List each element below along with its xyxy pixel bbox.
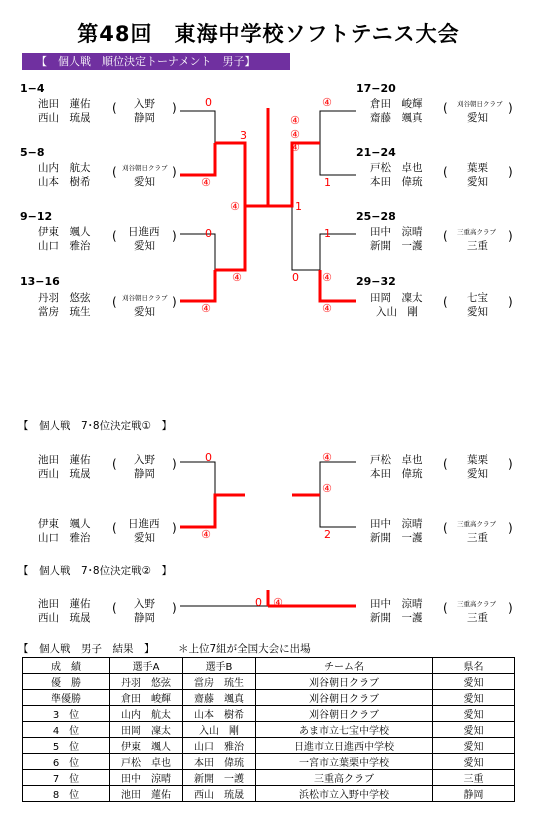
prefecture-cell: 愛知 bbox=[433, 674, 515, 690]
match-score: ④ bbox=[232, 271, 242, 284]
player-name: 倉田 峻輝 bbox=[370, 98, 423, 110]
school-name: 葉栗 bbox=[467, 162, 488, 174]
paren-open: ( bbox=[443, 521, 448, 535]
player-b-cell: 入山 剛 bbox=[183, 722, 256, 738]
match-score: ④ bbox=[322, 302, 332, 315]
paren-close: ) bbox=[508, 295, 513, 309]
prefecture: 三重 bbox=[467, 240, 488, 252]
group-label: 17−20 bbox=[356, 82, 396, 95]
player-name: 伊東 颯人 bbox=[38, 518, 91, 530]
paren-close: ) bbox=[172, 229, 177, 243]
school-name: 七宝 bbox=[467, 292, 488, 304]
table-row bbox=[23, 674, 515, 690]
prefecture: 静岡 bbox=[134, 612, 155, 624]
school-name: 入野 bbox=[134, 98, 155, 110]
player-b-cell: 西山 琉晟 bbox=[183, 786, 256, 802]
paren-open: ( bbox=[443, 457, 448, 471]
player-name: 田中 涼晴 bbox=[370, 598, 423, 610]
player-name: 西山 琉晟 bbox=[38, 112, 91, 124]
rank-cell: 3 位 bbox=[23, 706, 110, 722]
group-label: 29−32 bbox=[356, 275, 396, 288]
prefecture: 愛知 bbox=[134, 176, 155, 188]
rank-cell: 7 位 bbox=[23, 770, 110, 786]
match-score: 1 bbox=[295, 200, 302, 213]
prefecture-cell: 愛知 bbox=[433, 690, 515, 706]
paren-open: ( bbox=[112, 101, 117, 115]
school-name: 入野 bbox=[134, 454, 155, 466]
prefecture-cell: 愛知 bbox=[433, 754, 515, 770]
prefecture-cell: 愛知 bbox=[433, 722, 515, 738]
player-name: 伊東 颯人 bbox=[38, 226, 91, 238]
note: ＊上位7組が全国大会に出場 bbox=[178, 643, 311, 655]
player-name: 齋藤 颯真 bbox=[370, 112, 423, 124]
results-table bbox=[22, 657, 515, 802]
table-row bbox=[23, 690, 515, 706]
section-banner: 【 個人戦 順位決定トーナメント 男子】 bbox=[22, 53, 290, 70]
prefecture: 静岡 bbox=[134, 112, 155, 124]
player-name: 新開 一護 bbox=[370, 612, 423, 624]
column-header: 選手B bbox=[183, 658, 256, 674]
player-a-cell: 丹羽 悠弦 bbox=[110, 674, 183, 690]
player-b-cell: 本田 偉琉 bbox=[183, 754, 256, 770]
player-b-cell: 當房 琉生 bbox=[183, 674, 256, 690]
player-a-cell: 山内 航太 bbox=[110, 706, 183, 722]
player-a-cell: 池田 蓮佑 bbox=[110, 786, 183, 802]
match-score: 0 bbox=[255, 596, 262, 609]
match-score: 1 bbox=[324, 176, 331, 189]
match-score: 0 bbox=[205, 451, 212, 464]
player-name: 丹羽 悠弦 bbox=[38, 292, 91, 304]
prefecture: 三重 bbox=[467, 532, 488, 544]
paren-close: ) bbox=[172, 165, 177, 179]
paren-open: ( bbox=[112, 229, 117, 243]
player-a-cell: 戸松 卓也 bbox=[110, 754, 183, 770]
team-cell: あま市立七宝中学校 bbox=[256, 722, 433, 738]
player-name: 池田 蓮佑 bbox=[38, 454, 91, 466]
team-cell: 浜松市立入野中学校 bbox=[256, 786, 433, 802]
match-score: ④ bbox=[230, 200, 240, 213]
match-score: 2 bbox=[324, 528, 331, 541]
prefecture: 愛知 bbox=[467, 306, 488, 318]
paren-open: ( bbox=[443, 295, 448, 309]
column-header: 選手A bbox=[110, 658, 183, 674]
player-name: 池田 蓮佑 bbox=[38, 98, 91, 110]
section-heading: 【 個人戦 7･8位決定戦① 】 bbox=[18, 420, 173, 432]
paren-open: ( bbox=[443, 229, 448, 243]
prefecture: 三重 bbox=[467, 612, 488, 624]
school-name: 日進西 bbox=[128, 226, 160, 238]
group-label: 9−12 bbox=[20, 210, 53, 223]
player-a-cell: 伊東 颯人 bbox=[110, 738, 183, 754]
player-name: 新開 一護 bbox=[370, 532, 423, 544]
player-name: 新開 一護 bbox=[370, 240, 423, 252]
rank-cell: 5 位 bbox=[23, 738, 110, 754]
table-header-row bbox=[23, 658, 515, 674]
paren-close: ) bbox=[508, 165, 513, 179]
match-score: ④ bbox=[322, 482, 332, 495]
match-score: 0 bbox=[205, 227, 212, 240]
player-name: 山内 航太 bbox=[38, 162, 91, 174]
team-cell: 刈谷朝日クラブ bbox=[256, 674, 433, 690]
match-score: ④ bbox=[201, 302, 211, 315]
paren-close: ) bbox=[508, 521, 513, 535]
match-score: ④ bbox=[201, 176, 211, 189]
match-score: 0 bbox=[205, 96, 212, 109]
group-label: 1−4 bbox=[20, 82, 45, 95]
school-name: 入野 bbox=[134, 598, 155, 610]
paren-close: ) bbox=[172, 295, 177, 309]
group-label: 25−28 bbox=[356, 210, 396, 223]
player-b-cell: 新開 一護 bbox=[183, 770, 256, 786]
rank-cell: 6 位 bbox=[23, 754, 110, 770]
team-cell: 日進市立日進西中学校 bbox=[256, 738, 433, 754]
paren-open: ( bbox=[112, 601, 117, 615]
paren-close: ) bbox=[172, 601, 177, 615]
paren-open: ( bbox=[112, 295, 117, 309]
player-a-cell: 田岡 凜太 bbox=[110, 722, 183, 738]
match-score: ④ bbox=[290, 114, 300, 127]
team-cell: 一宮市立葉栗中学校 bbox=[256, 754, 433, 770]
school-name: 刈谷朝日クラブ bbox=[122, 294, 168, 302]
rank-cell: 8 位 bbox=[23, 786, 110, 802]
paren-close: ) bbox=[172, 521, 177, 535]
column-header: チーム名 bbox=[256, 658, 433, 674]
match-score: ④ bbox=[201, 528, 211, 541]
school-name: 日進西 bbox=[128, 518, 160, 530]
school-name: 三重高クラブ bbox=[457, 520, 496, 528]
paren-close: ) bbox=[172, 101, 177, 115]
paren-open: ( bbox=[443, 601, 448, 615]
paren-open: ( bbox=[112, 457, 117, 471]
table-row bbox=[23, 722, 515, 738]
column-header: 県名 bbox=[433, 658, 515, 674]
table-row bbox=[23, 754, 515, 770]
prefecture: 愛知 bbox=[134, 306, 155, 318]
prefecture: 愛知 bbox=[467, 176, 488, 188]
match-score: ④ bbox=[290, 128, 300, 141]
table-row bbox=[23, 738, 515, 754]
column-header: 成 績 bbox=[23, 658, 110, 674]
school-name: 葉栗 bbox=[467, 454, 488, 466]
prefecture-cell: 三重 bbox=[433, 770, 515, 786]
table-row bbox=[23, 706, 515, 722]
school-name: 刈谷朝日クラブ bbox=[457, 100, 503, 108]
paren-open: ( bbox=[112, 521, 117, 535]
player-name: 本田 偉琉 bbox=[370, 176, 423, 188]
group-label: 21−24 bbox=[356, 146, 396, 159]
player-name: 山口 雅治 bbox=[38, 532, 91, 544]
rank-cell: 準優勝 bbox=[23, 690, 110, 706]
player-name: 戸松 卓也 bbox=[370, 162, 423, 174]
player-name: 山本 樹希 bbox=[38, 176, 91, 188]
section-heading: 【 個人戦 7･8位決定戦② 】 bbox=[18, 565, 173, 577]
paren-close: ) bbox=[508, 457, 513, 471]
player-name: 西山 琉晟 bbox=[38, 612, 91, 624]
player-name: 田中 涼晴 bbox=[370, 226, 423, 238]
school-name: 三重高クラブ bbox=[457, 228, 496, 236]
school-name: 刈谷朝日クラブ bbox=[122, 164, 168, 172]
section-heading: 【 個人戦 男子 結果 】 bbox=[18, 643, 155, 655]
prefecture-cell: 愛知 bbox=[433, 738, 515, 754]
player-name: 入山 剛 bbox=[376, 306, 418, 318]
prefecture: 愛知 bbox=[467, 468, 488, 480]
player-a-cell: 田中 涼晴 bbox=[110, 770, 183, 786]
page-title: 第48回 東海中学校ソフトテニス大会 bbox=[77, 22, 460, 46]
player-name: 山口 雅治 bbox=[38, 240, 91, 252]
match-score: ④ bbox=[273, 596, 283, 609]
player-b-cell: 齋藤 颯真 bbox=[183, 690, 256, 706]
prefecture-cell: 静岡 bbox=[433, 786, 515, 802]
match-score: ④ bbox=[322, 96, 332, 109]
rank-cell: 4 位 bbox=[23, 722, 110, 738]
table-row bbox=[23, 786, 515, 802]
school-name: 三重高クラブ bbox=[457, 600, 496, 608]
match-score: ④ bbox=[322, 271, 332, 284]
paren-close: ) bbox=[508, 229, 513, 243]
prefecture: 愛知 bbox=[134, 532, 155, 544]
player-a-cell: 倉田 峻輝 bbox=[110, 690, 183, 706]
team-cell: 三重高クラブ bbox=[256, 770, 433, 786]
player-name: 田中 涼晴 bbox=[370, 518, 423, 530]
match-score: 1 bbox=[324, 227, 331, 240]
paren-close: ) bbox=[508, 101, 513, 115]
player-b-cell: 山口 雅治 bbox=[183, 738, 256, 754]
group-label: 5−8 bbox=[20, 146, 45, 159]
match-score: 3 bbox=[240, 129, 247, 142]
paren-open: ( bbox=[443, 165, 448, 179]
player-name: 池田 蓮佑 bbox=[38, 598, 91, 610]
player-name: 當房 琉生 bbox=[38, 306, 91, 318]
prefecture: 愛知 bbox=[134, 240, 155, 252]
paren-close: ) bbox=[172, 457, 177, 471]
group-label: 13−16 bbox=[20, 275, 60, 288]
match-score: 0 bbox=[292, 271, 299, 284]
player-name: 西山 琉晟 bbox=[38, 468, 91, 480]
paren-open: ( bbox=[443, 101, 448, 115]
match-score: ④ bbox=[290, 141, 300, 154]
table-row bbox=[23, 770, 515, 786]
player-name: 田岡 凜太 bbox=[370, 292, 423, 304]
player-name: 本田 偉琉 bbox=[370, 468, 423, 480]
paren-open: ( bbox=[112, 165, 117, 179]
prefecture: 愛知 bbox=[467, 112, 488, 124]
player-b-cell: 山本 樹希 bbox=[183, 706, 256, 722]
team-cell: 刈谷朝日クラブ bbox=[256, 706, 433, 722]
match-score: ④ bbox=[322, 451, 332, 464]
paren-close: ) bbox=[508, 601, 513, 615]
rank-cell: 優 勝 bbox=[23, 674, 110, 690]
prefecture-cell: 愛知 bbox=[433, 706, 515, 722]
team-cell: 刈谷朝日クラブ bbox=[256, 690, 433, 706]
player-name: 戸松 卓也 bbox=[370, 454, 423, 466]
prefecture: 静岡 bbox=[134, 468, 155, 480]
